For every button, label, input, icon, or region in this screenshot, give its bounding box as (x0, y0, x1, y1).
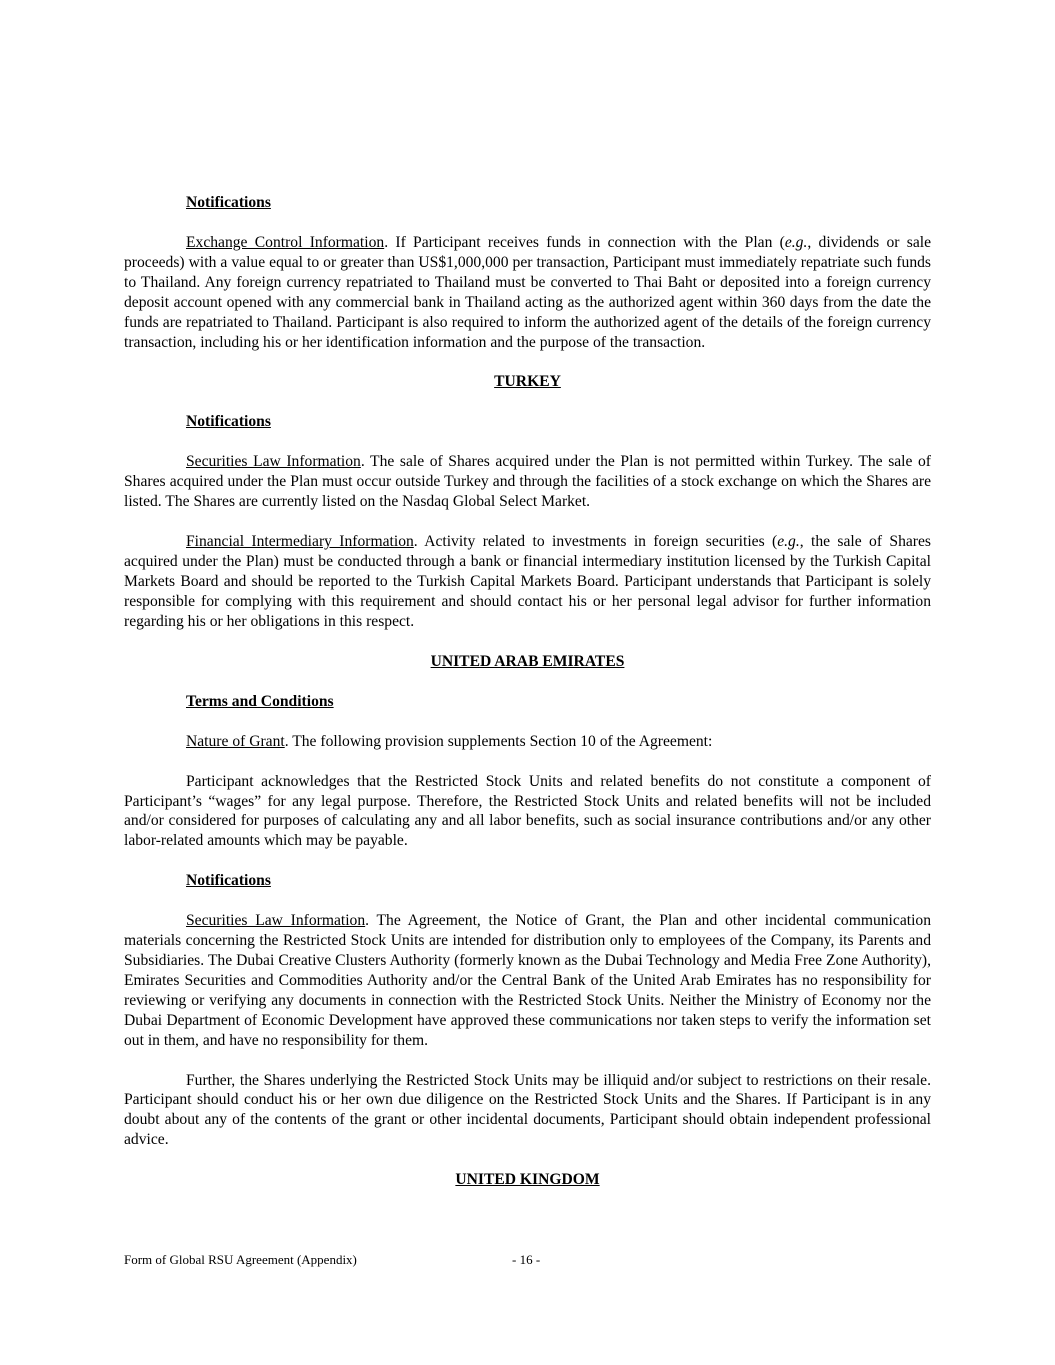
turkey-notifications-heading: Notifications (186, 413, 271, 431)
uae-notifications-heading: Notifications (186, 872, 271, 890)
uae-terms-heading: Terms and Conditions (186, 692, 334, 710)
uae-nature-of-grant-paragraph: Nature of Grant. The following provision supplements Section 10 of the Agreement: (186, 732, 713, 750)
footer-page-number: - 16 - (512, 1252, 541, 1267)
uae-securities-law-paragraph: Securities Law Information. The Agreement, the Notice of Grant, the Plan and other incidental communication materials concerning the Restricted Stock Units are intended for distribution only to employees of the Company, its Parents and Subsidiaries. The Dubai Creative Clusters Authority (formerly known as the Dubai Technology and Media Free Zone Authority), Emirates Securities and Commodities Authority and/or the Central Bank of the United Arab Emirates has no responsibility for reviewing or verifying any documents in connection with the Restricted Stock Units. Neither the Ministry of Economy nor the Dubai Department of Economic Development have approved these communications nor taken steps to verify the information set out in them, and have no responsibility for them. (124, 912, 931, 1049)
thailand-exchange-control-paragraph: Exchange Control Information. If Participant receives funds in connection with the Plan (e.g., dividends or sale proceeds) with a value equal to or greater than US$1,000,000 per transaction, Participant must immediately repatriate such funds to Thailand. Any foreign currency repatriated to Thailand must be converted to Thai Baht or deposited into a foreign currency deposit account opened with any commercial bank in Thailand acting as the authorized agent within 360 days from the date the funds are repatriated to Thailand. Participant is also required to inform the authorized agent of the details of the foreign currency transaction, including his or her identification information and the purpose of the transaction. (124, 234, 932, 351)
thailand-notifications-heading: Notifications (186, 194, 271, 211)
uae-section-title: UNITED ARAB EMIRATES (430, 652, 625, 670)
nature-of-grant-label: Nature of Grant (186, 732, 285, 750)
exchange-control-label: Exchange Control Information (186, 234, 385, 251)
uae-further-paragraph: Further, the Shares underlying the Restricted Stock Units may be illiquid and/or subject to restrictions on their resale. Participant should conduct his or her own due diligence on the Restricted Stock Units and the Shares. If Participant is in any doubt about any of the contents of the grant or other incidental documents, Participant should obtain independent professional advice. (124, 1071, 931, 1149)
turkey-securities-law-paragraph: Securities Law Information. The sale of Shares acquired under the Plan is not permitted within Turkey. The sale of Shares acquired under the Plan must occur outside Turkey and through the facilities of a stock exchange on which the Shares are listed. The Shares are currently listed on the Nasdaq Global Select Market. (124, 453, 932, 511)
uk-section-title: UNITED KINGDOM (455, 1171, 600, 1189)
turkey-financial-intermediary-paragraph: Financial Intermediary Information. Activity related to investments in foreign securities (e.g., the sale of Shares acquired under the Plan) must be conducted through a bank or financial intermediary institution licensed by the Turkish Capital Markets Board and should be reported to the Turkish Capital Markets Board. Participant understands that Participant is solely responsible for complying with this requirement and should contact his or her personal legal advisor for further information regarding his or her obligations in this respect. (124, 533, 931, 630)
uae-acknowledgement-paragraph: Participant acknowledges that the Restricted Stock Units and related benefits do not constitute a component of Participant’s “wages” for any legal purpose. Therefore, the Restricted Stock Units and related benefits will not be included and/or considered for purposes of calculating any and all labor benefits, such as social insurance contributions and/or any other labor-related amounts which may be payable. (124, 772, 931, 850)
footer-form-name: Form of Global RSU Agreement (Appendix) (124, 1252, 357, 1267)
turkey-section-title: TURKEY (494, 373, 561, 391)
financial-intermediary-label: Financial Intermediary Information (186, 533, 414, 551)
document-body (124, 193, 931, 1190)
uae-securities-law-label: Securities Law Information (186, 912, 366, 930)
turkey-securities-law-label: Securities Law Information (186, 453, 361, 471)
